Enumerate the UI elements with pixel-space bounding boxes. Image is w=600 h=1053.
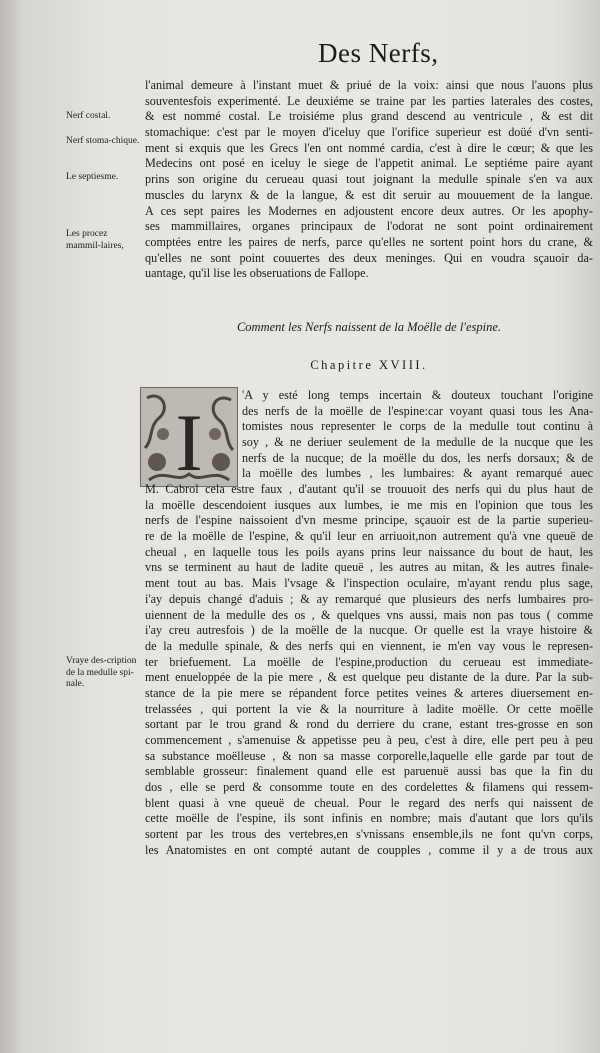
text-line: ment si exquis que les Grecs l'en ont nommé cardia, c'est à dire le cœur; & que les — [145, 140, 593, 155]
margin-note: Nerf costal. — [66, 111, 111, 121]
text-line: les Anatomistes en ont compté autant de coupples , comme il y a de trous aux — [145, 842, 593, 857]
text-line: M. Cabrol cela estre faux , d'autant qu'il se trouuoit des nerfs qui du plus haut de — [145, 482, 593, 496]
text-line: vns se terminent au haut de ladite queuë , les autres au mitan, & les autres finale- — [145, 560, 593, 575]
text-line: ment enueloppée de la pie mere , & est quelque peu distante de la dure. Par la sub- — [145, 670, 593, 685]
text-line: nerfs de la nucque; de la moëlle du dos, les nerfs dorsaux; & de — [242, 450, 593, 465]
text-line: uantage, qu'il lise les obseruations de Fallope. — [145, 266, 369, 281]
text-line: dos , elle se perd & consomme toute en des cordelettes & filamens qui ressem- — [145, 780, 593, 795]
chapter-heading: Chapitre XVIII. — [310, 358, 428, 372]
text-line: A ces sept paires les Modernes en adjoustent encore deux autres. Or les apophy- — [145, 203, 593, 218]
running-header: Des Nerfs, — [318, 38, 439, 68]
paragraph-1 — [145, 78, 593, 282]
text-line: commencement , s'amenuise & appetisse peu à peu, c'est à dire, elle pert peu à peu — [145, 733, 593, 747]
text-line: cheual , en laquelle tous les poils ayans prins leur naissance du bout de haut, les — [145, 544, 593, 559]
text-line: l'animal demeure à l'instant muet & priué de la voix: ainsi que nous l'auons plus — [145, 78, 593, 92]
margin-note: Vraye des-cription de la medulle spi-nale. — [66, 656, 137, 689]
text-line: stance de la pie mere se répandent force petites veines & arteres diuersement en- — [145, 685, 593, 700]
text-line: i'ay depuis changé d'aduis ; & ay remarqué que plusieurs des nerfs lumbaires pro- — [145, 591, 593, 606]
text-line: semblable grosseur: finalement quand elle est paruenuë aussi bas que la fin du — [145, 764, 593, 779]
margin-note: Le septiesme. — [66, 172, 119, 182]
text-line: la moëlle des lumbes , les lumbaires: & ayant remarqué auec — [242, 466, 593, 481]
text-line: ment tout au bas. Mais l'vsage & l'inspection oculaire, m'ayant rendu plus sage, — [145, 576, 593, 591]
text-line: blent quasi à vne queuë de cheual. Pour le regard des nerfs qui naissent de — [145, 795, 593, 810]
section-title: Comment les Nerfs naissent de la Moëlle de l'espine. — [236, 320, 502, 334]
text-line: soy , & ne deriuer seulement de la medulle de la nucque que les — [242, 435, 593, 450]
text-line: comptées entre les paires de nerfs, parce qu'elles ne sortent point hors du crane, & — [145, 234, 593, 249]
text-line: sa substance moëlleuse , & non sa masse corporelle,laquelle elle garde par tout de — [145, 748, 593, 763]
dropcap-letter: I — [175, 397, 203, 486]
text-line: & est nommé costal. Le troisiéme plus grand descend au ventricule , & est dit — [145, 109, 593, 124]
text-line: qu'elles ne sont point couuertes des deux meninges. Qui en voudra sçauoir da- — [145, 250, 593, 265]
ornament-icon — [141, 388, 237, 486]
text-line: Medecins ont posé en iceluy le siege de l'appetit animal. Le septiéme paire ayant — [145, 156, 593, 171]
text-line: la moëlle descendoient iusques aux lumbes, ie me mis en l'opinion que tous les — [145, 497, 593, 512]
text-line: souventesfois experimenté. Le deuxiéme se traine par les parties laterales des costes, — [145, 93, 593, 108]
text-line: trelassées , qui portent la vie & la nourriture à ladite moëlle. Or cette moëlle — [145, 701, 593, 716]
paragraph-2 — [145, 482, 593, 859]
paragraph-2-indented — [242, 388, 593, 482]
text-line: ses mammillaires, organes principaux de l'odorat ne sont point ordinairement — [145, 219, 593, 234]
text-line: 'A y esté long temps incertain & douteux touchant l'origine — [242, 388, 593, 402]
text-line: sortent par les trous des vertebres,en s'vnissans ensemble,ils ne font qu'vn corps, — [145, 827, 593, 842]
margin-note: Nerf stoma-chique. — [66, 136, 140, 146]
margin-note: Les procez mammil-laires, — [66, 229, 124, 251]
text-line: i'ay creu autresfois ) de la moëlle de la nucque. Or quelle est la vraye histoire & — [145, 623, 593, 638]
text-line: de la medulle spinale, & des nerfs qui en viennent, ie m'en vay vous le represen- — [145, 638, 593, 653]
text-line: ter briefuement. La moëlle de l'espine,production du cerueau est immediate- — [145, 654, 593, 669]
text-line: nerfs de l'espine naissoient d'vn mesme principe, sçauoir est de la partie superieu- — [145, 513, 593, 528]
text-line: stomachique: c'est par le moyen d'iceluy que l'orifice superieur est doüé d'vn senti- — [145, 125, 593, 140]
text-line: sortant par le trou grand & rond du derriere du crane, estant tres-grosse en son — [145, 717, 593, 732]
decorated-initial — [140, 387, 238, 487]
text-line: cette moëlle de l'espine, ils sont infinis en nombre; mais d'autant que lors qu'ils — [145, 811, 593, 826]
text-line: muscles du larynx & de la langue, & est dit seruir au mouuement de la langue. — [145, 187, 593, 202]
text-line: tomistes nous representer le corps de la medulle tout continu à — [242, 419, 593, 434]
text-line: prins son origine du cerueau quasi tout joignant la medulle spinale s'en va aux — [145, 172, 593, 187]
text-line: uiennent de la medulle des os , & quelques vns aussi, mais non pas tous ( comme — [145, 607, 593, 622]
text-line: des nerfs de la moëlle de l'espine:car voyant quasi tous les Ana- — [242, 403, 593, 418]
text-line: re de la moëlle de l'espine, & qu'il leur en arriuoit,non autrement qu'à vne queuë de — [145, 529, 593, 544]
